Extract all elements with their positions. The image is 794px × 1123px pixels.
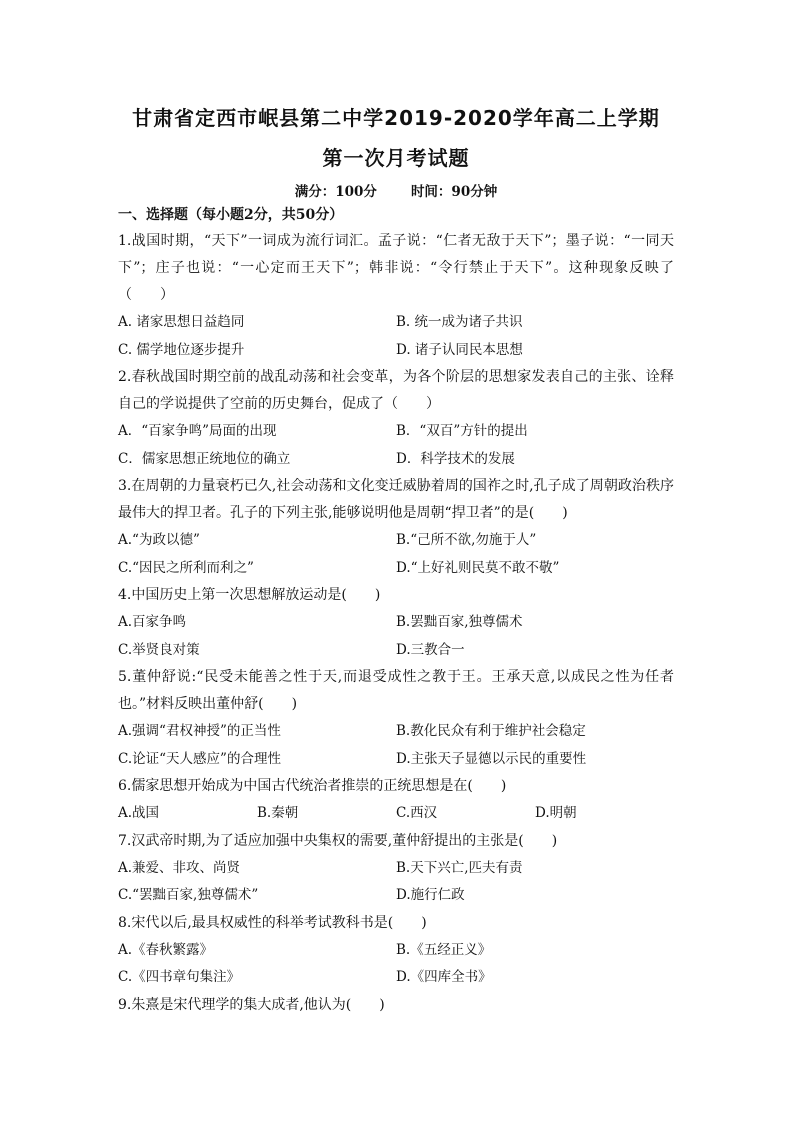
q5-option-b: B.教化民众有利于维护社会稳定 [396,723,586,739]
question-3-options [118,527,674,582]
question-2-stem: 2.春秋战国时期空前的战乱动荡和社会变革，为各个阶层的思想家发表自己的主张、诠释自己的学说提供了空前的历史舞台，促成了（ ） [118,369,674,412]
question-7-stem: 7.汉武帝时期,为了适应加强中央集权的需要,董仲舒提出的主张是( ) [118,832,558,849]
q6-option-b: B.秦朝 [257,805,299,821]
question-1-stem: 1.战国时期，“天下”一词成为流行词汇。孟子说：“仁者无敌于天下”；墨子说：“一同天下”；庄子也说：“一心定而王天下”；韩非说：“令行禁止于天下”。这种现象反映了（ ） [118,233,674,303]
question-5-options [118,718,674,773]
exam-title-line2: 第一次月考试题 [322,146,470,170]
question-4-stem: 4.中国历史上第一次思想解放运动是( ) [118,587,381,603]
q1-option-d: D. 诸子认同民本思想 [396,341,523,358]
full-score: 满分：100分 [294,184,377,200]
q1-option-a: A. 诸家思想日益趋同 [118,314,245,330]
q1-option-b: B. 统一成为诸子共识 [396,314,523,330]
q4-option-d: D.三教合一 [396,641,465,658]
q3-option-a: A.“为政以德” [118,532,200,548]
question-7-options [118,855,674,910]
question-6-options [118,800,674,828]
q2-option-b: B．“双百”方针的提出 [396,423,528,439]
q8-option-b: B.《五经正义》 [396,941,492,958]
q7-option-b: B.天下兴亡,匹夫有责 [396,859,523,876]
q6-option-c: C.西汉 [396,805,438,821]
q5-option-a: A.强调“君权神授”的正当性 [118,723,281,739]
q6-option-d: D.明朝 [535,805,577,821]
question-5-stem: 5.董仲舒说:“民受未能善之性于天,而退受成性之教于王。王承天意,以成民之性为任者也。”材料反映出董仲舒( ) [118,669,674,712]
q1-option-c: C. 儒学地位逐步提升 [118,341,245,358]
exam-meta [118,182,674,202]
question-2-options [118,418,674,473]
q4-option-a: A.百家争鸣 [118,614,187,630]
question-9-stem: 9.朱熹是宋代理学的集大成者,他认为( ) [118,996,385,1013]
question-4-options [118,609,674,664]
q2-option-a: A．“百家争鸣”局面的出现 [118,423,277,439]
question-8-stem: 8.宋代以后,最具权威性的科举考试教科书是( ) [118,914,427,931]
q4-option-b: B.罢黜百家,独尊儒术 [396,614,523,630]
q7-option-a: A.兼爱、非攻、尚贤 [118,859,241,876]
q2-option-c: C．儒家思想正统地位的确立 [118,450,291,467]
q6-option-a: A.战国 [118,805,160,821]
q8-option-d: D.《四库全书》 [396,969,492,985]
section-heading: 一、选择题（每小题2分，共50分） [118,207,344,223]
question-1-options [118,309,674,364]
q4-option-c: C.举贤良对策 [118,641,200,658]
q7-option-c: C.“罢黜百家,独尊儒术” [118,887,259,903]
q2-option-d: D．科学技术的发展 [396,450,515,467]
q8-option-c: C.《四书章句集注》 [118,969,241,985]
q5-option-c: C.论证“天人感应”的合理性 [118,750,281,767]
question-3-stem: 3.在周朝的力量衰朽已久,社会动荡和文化变迁威胁着周的国祚之时,孔子成了周朝政治秩序最伟大的捍卫者。孔子的下列主张,能够说明他是周朝“捍卫者”的是( ) [118,478,674,521]
question-8-options [118,937,674,992]
question-6-stem: 6.儒家思想开始成为中国古代统治者推崇的正统思想是在( ) [118,778,507,794]
q7-option-d: D.施行仁政 [396,887,465,903]
q3-option-d: D.“上好礼则民莫不敢不敬” [396,559,560,576]
q3-option-b: B.“己所不欲,勿施于人” [396,532,537,548]
q5-option-d: D.主张天子显德以示民的重要性 [396,750,587,767]
q8-option-a: A.《春秋繁露》 [118,941,214,958]
exam-time: 时间：90分钟 [410,184,498,200]
q3-option-c: C.“因民之所利而利之” [118,559,254,576]
exam-title-line1: 甘肃省定西市岷县第二中学2019-2020学年高二上学期 [132,106,660,130]
